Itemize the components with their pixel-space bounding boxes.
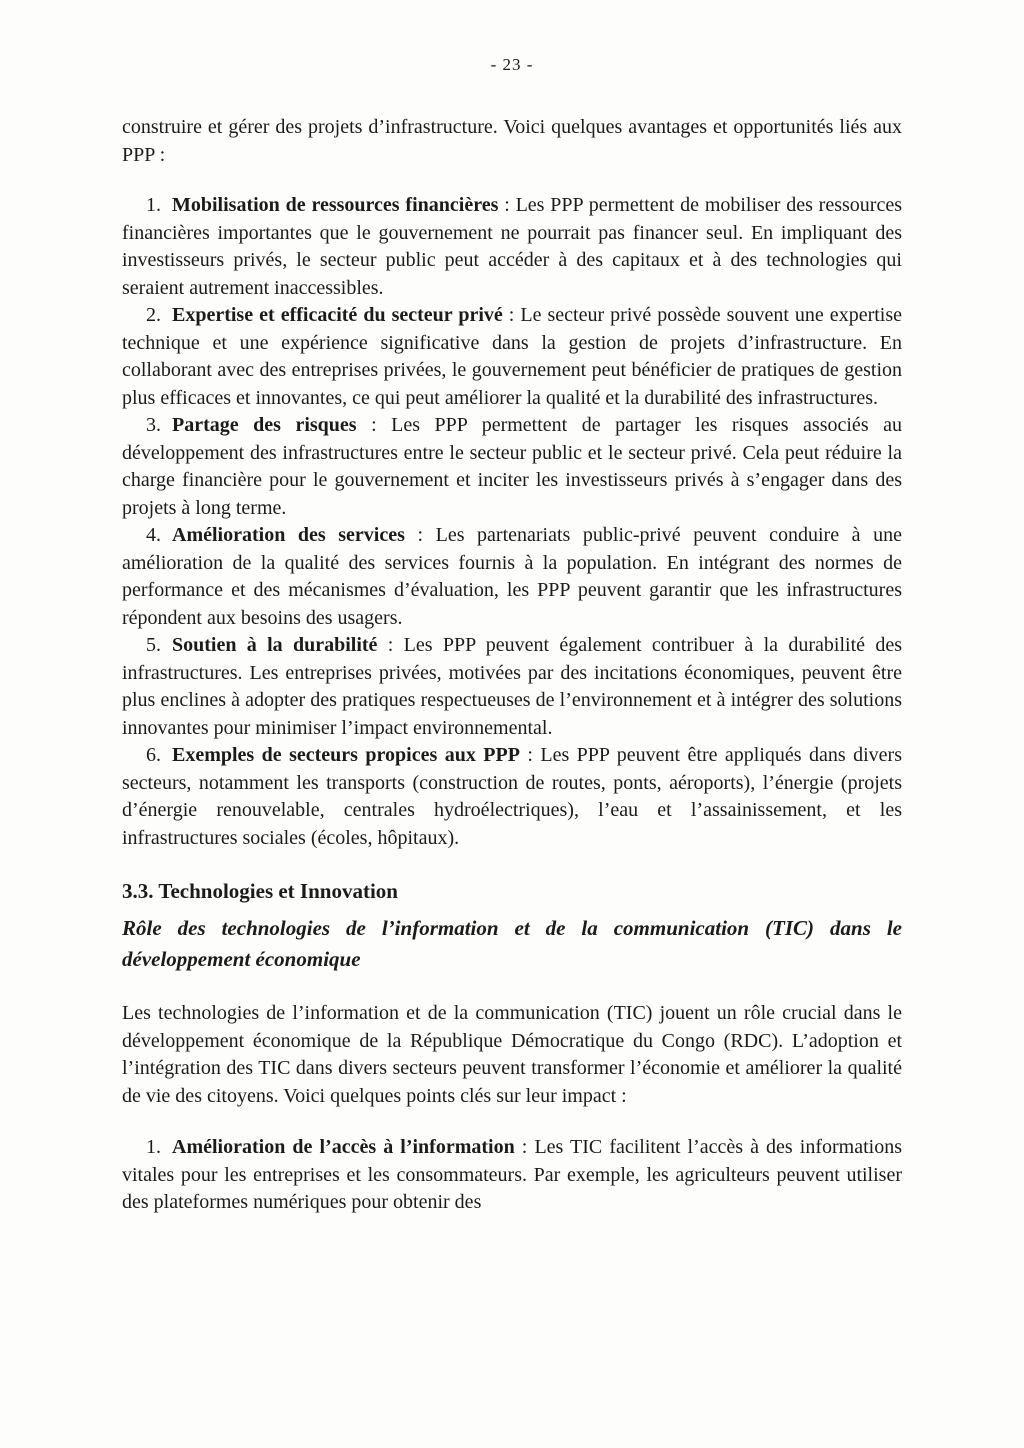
item-number: 5. <box>146 634 161 656</box>
item-number: 2. <box>146 304 161 326</box>
item-title: Amélioration des services <box>172 524 405 546</box>
item-body: : Les PPP peuvent être appliqués dans divers secteurs, notamment les transports (construction de routes, ponts, aéroports), l’énergie (projets d’énergie renouvelable, centrales hydroélectriques), l’eau et l’assainissement, et les infrastructures sociales (écoles, hôpitaux). <box>122 744 902 849</box>
item-title: Partage des risques <box>172 414 357 436</box>
item-number: 4. <box>146 524 161 546</box>
item-body: : Les PPP peuvent également contribuer à la durabilité des infrastructures. Les entreprises privées, motivées par des incitations économiques, peuvent être plus enclines à adopter des pratiques respectueuses de l’environnement et à intégrer des solutions innovantes pour minimiser l’impact environnemental. <box>122 634 902 739</box>
tic-impact-list <box>122 1134 902 1217</box>
list-item <box>122 302 902 412</box>
item-body: : Les PPP permettent de partager les risques associés au développement des infrastructures entre le secteur public et le secteur privé. Cela peut réduire la charge financière pour le gouvernement et inciter les investisseurs privés à s’engager dans des projets à long terme. <box>122 414 902 519</box>
item-body: : Les TIC facilitent l’accès à des informations vitales pour les entreprises et les consommateurs. Par exemple, les agriculteurs peuvent utiliser des plateformes numériques pour obtenir des <box>122 1136 903 1213</box>
item-body: : Le secteur privé possède souvent une expertise technique et une expérience significative dans la gestion de projets d’infrastructure. En collaborant avec des entreprises privées, le gouvernement peut bénéficier de pratiques de gestion plus efficaces et innovantes, ce qui peut améliorer la qualité et la durabilité des infrastructures. <box>122 304 902 409</box>
list-item <box>122 742 902 852</box>
item-body: : Les PPP permettent de mobiliser des ressources financières importantes que le gouvernement ne pourrait pas financer seul. En impliquant des investisseurs privés, le secteur public peut accéder à des capitaux et à des technologies qui seraient autrement inaccessibles. <box>122 194 902 299</box>
ppp-advantages-list <box>122 192 902 852</box>
item-title: Mobilisation de ressources financières <box>172 194 499 216</box>
intro-paragraph: construire et gérer des projets d’infrastructure. Voici quelques avantages et opportunités liés aux PPP : <box>122 116 902 166</box>
tic-paragraph: Les technologies de l’information et de la communication (TIC) jouent un rôle crucial dans le développement économique de la République Démocratique du Congo (RDC). L’adoption et l’intégration des TIC dans divers secteurs peuvent transformer l’économie et améliorer la qualité de vie des citoyens. Voici quelques points clés sur leur impact : <box>122 1002 902 1107</box>
item-title: Expertise et efficacité du secteur privé <box>172 304 503 326</box>
item-title: Soutien à la durabilité <box>172 634 378 656</box>
list-item <box>122 1134 902 1217</box>
page-number: - 23 - <box>490 55 534 74</box>
item-title: Exemples de secteurs propices aux PPP <box>172 744 520 766</box>
item-number: 6. <box>146 744 161 766</box>
item-number: 1. <box>146 194 161 216</box>
item-title: Amélioration de l’accès à l’information <box>172 1136 515 1158</box>
section-subtitle: Rôle des technologies de l’information et de la communication (TIC) dans le développement économique <box>122 916 902 971</box>
item-number: 1. <box>146 1136 161 1158</box>
item-number: 3. <box>146 414 161 436</box>
list-item <box>122 522 902 632</box>
list-item <box>122 192 902 302</box>
list-item <box>122 412 902 522</box>
section-heading: 3.3. Technologies et Innovation <box>122 879 398 903</box>
item-body: : Les partenariats public-privé peuvent conduire à une amélioration de la qualité des services fournis à la population. En intégrant des normes de performance et des mécanismes d’évaluation, les PPP peuvent garantir que les infrastructures répondent aux besoins des usagers. <box>122 524 902 629</box>
list-item <box>122 632 902 742</box>
